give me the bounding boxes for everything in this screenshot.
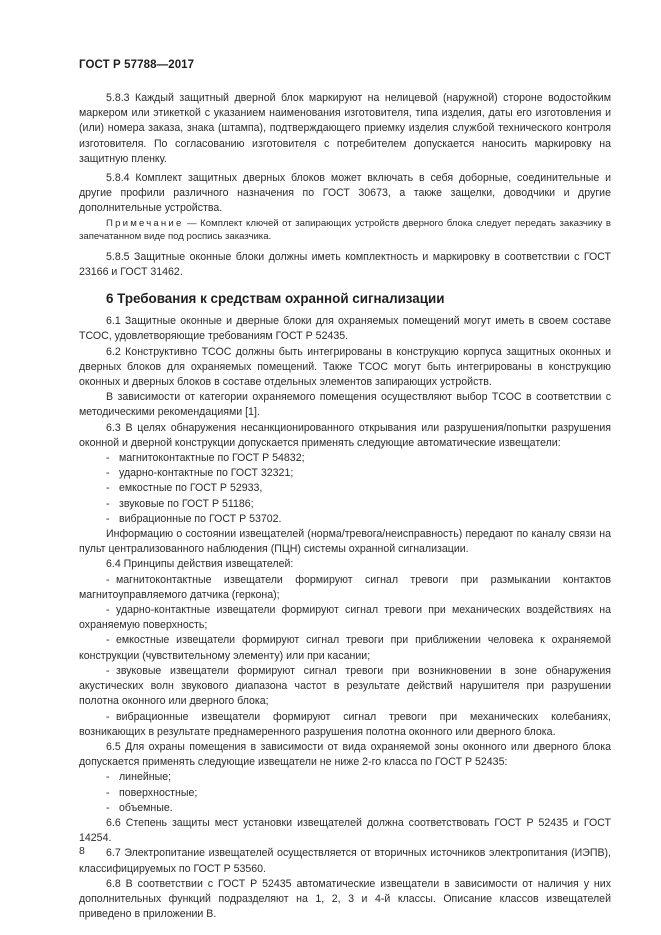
- list-dash: -: [106, 604, 110, 617]
- note: [79, 217, 611, 244]
- document-body: [79, 91, 611, 922]
- paragraph-6-7: 6.7 Электропитание извещателей осуществляется от вторичных источников электропитания (ИЭПВ), классифицируемых по ГОСТ Р 53560.: [79, 847, 611, 875]
- paragraph-5-8-5: 5.8.5 Защитные оконные блоки должны иметь комплектность и маркировку в соответствии с ГОСТ 23166 и ГОСТ 31462.: [79, 250, 611, 279]
- paragraph-5-8-3: 5.8.3 Каждый защитный дверной блок маркируют на нелицевой (наружной) стороне водостойким маркером или этикеткой с указанием наименования изготовителя, типа изделия, даты его изготовления и (или) номера заказа, знака (штампа), подтверждающего приемку изделия службой технического контроля изготовителя. По согласованию изготовителя с потребителем допускается наносить маркировку на защитную пленку.: [79, 92, 611, 165]
- list-item: - поверхностные;: [79, 786, 611, 801]
- list-dash: -: [106, 801, 110, 814]
- list-item: - емкостные извещатели формируют сигнал тревоги при приближении человека к охраняемой конструкции (чувствительному элементу) или при касании;: [79, 634, 611, 662]
- list-item: - звуковые извещатели формируют сигнал тревоги при возникновении в зоне обнаружения акустических волн звукового диапазона частот в результате действий нарушителя при разрушении полотна оконного или дверного блока;: [79, 664, 611, 708]
- list-item: - объемные.: [79, 801, 611, 816]
- list-zones: [79, 770, 611, 816]
- list-dash: -: [106, 467, 110, 480]
- list-item: - ударно-контактные извещатели формируют сигнал тревоги при механических воздействиях на охраняемую поверхность;: [79, 604, 611, 632]
- list-item: - ударно-контактные по ГОСТ 32321;: [79, 466, 611, 481]
- list-dash: -: [106, 786, 110, 799]
- paragraph-6-3-info: Информацию о состоянии извещателей (норма/тревога/неисправность) передают по каналу связи на пульт централизованного наблюдения (ПЦН) системы охранной сигнализации.: [79, 528, 611, 556]
- list-dash: -: [106, 452, 110, 465]
- paragraph-6-2: 6.2 Конструктивно ТСОС должны быть интегрированы в конструкцию корпуса защитных оконных и дверных блоков для охраняемых помещений. Также ТСОС могут быть интегрированы в конструкцию оконных и дверных блоков в составе отдельных элементов запирающих устройств.: [79, 345, 611, 389]
- list-dash: -: [106, 573, 110, 586]
- paragraph-6-2-selection: В зависимости от категории охраняемого помещения осуществляют выбор ТСОС в соответствии с методическими рекомендациями [1].: [79, 391, 611, 419]
- list-principles: [79, 573, 611, 740]
- paragraph-5-8-4: 5.8.4 Комплект защитных дверных блоков может включать в себя доборные, соединительные и другие профили различного назначения по ГОСТ 30673, а также защелки, доводчики и другие дополнительные устройства.: [79, 172, 611, 215]
- paragraph-6-6: 6.6 Степень защиты мест установки извещателей должна соответствовать ГОСТ Р 52435 и ГОСТ 14254.: [79, 816, 611, 845]
- section-heading: 6 Требования к средствам охранной сигнализации: [106, 291, 445, 307]
- list-detectors: [79, 451, 611, 527]
- paragraph-6-4: 6.4 Принципы действия извещателей:: [106, 558, 294, 571]
- document-header: ГОСТ Р 57788—2017: [79, 59, 195, 71]
- list-item: - вибрационные по ГОСТ Р 53702.: [79, 512, 611, 527]
- list-dash: -: [106, 497, 110, 510]
- list-item: - вибрационные извещатели формируют сигнал тревоги при механических колебаниях, возникающих в результате преднамеренного разрушения полотна оконного или дверного блока.: [79, 710, 611, 738]
- list-item: - звуковые по ГОСТ Р 51186;: [79, 497, 611, 512]
- paragraph-6-1: 6.1 Защитные оконные и дверные блоки для охраняемых помещений могут иметь в своем составе ТСОС, удовлетворяющие требованиям ГОСТ Р 52435.: [79, 315, 611, 343]
- page-number: 8: [79, 845, 85, 857]
- note-label: Примечание: [106, 217, 184, 229]
- list-item: - магнитоконтактные по ГОСТ Р 54832;: [79, 451, 611, 466]
- list-item: - емкостные по ГОСТ Р 52933,: [79, 481, 611, 496]
- paragraph-6-3: 6.3 В целях обнаружения несанкционированного открывания или разрушения/попытки разрушения оконной и дверной конструкции допускается применять следующие автоматические извещатели:: [79, 421, 611, 449]
- list-item: - магнитоконтактные извещатели формируют сигнал тревоги при размыкании контактов магнитоуправляемого датчика (геркона);: [79, 573, 611, 601]
- note-text: — Комплект ключей от запирающих устройств дверного блока следует передать заказчику в запечатанном виде под роспись заказчика.: [79, 217, 611, 243]
- paragraph-6-8: 6.8 В соответствии с ГОСТ Р 52435 автоматические извещатели в зависимости от наличия у них дополнительных функций подразделяют на 1, 2, 3 и 4-й классы. Описание классов извещателей приведено в приложении В.: [79, 877, 611, 921]
- list-dash: -: [106, 634, 110, 647]
- list-dash: -: [106, 771, 110, 784]
- list-item: - линейные;: [79, 770, 611, 785]
- list-dash: -: [106, 710, 110, 723]
- paragraph-6-5: 6.5 Для охраны помещения в зависимости от вида охраняемой зоны оконного или дверного блока допускается применять следующие извещатели не ниже 2-го класса по ГОСТ Р 52435:: [79, 740, 611, 769]
- list-dash: -: [106, 664, 110, 677]
- list-dash: -: [106, 482, 110, 495]
- list-dash: -: [106, 512, 110, 525]
